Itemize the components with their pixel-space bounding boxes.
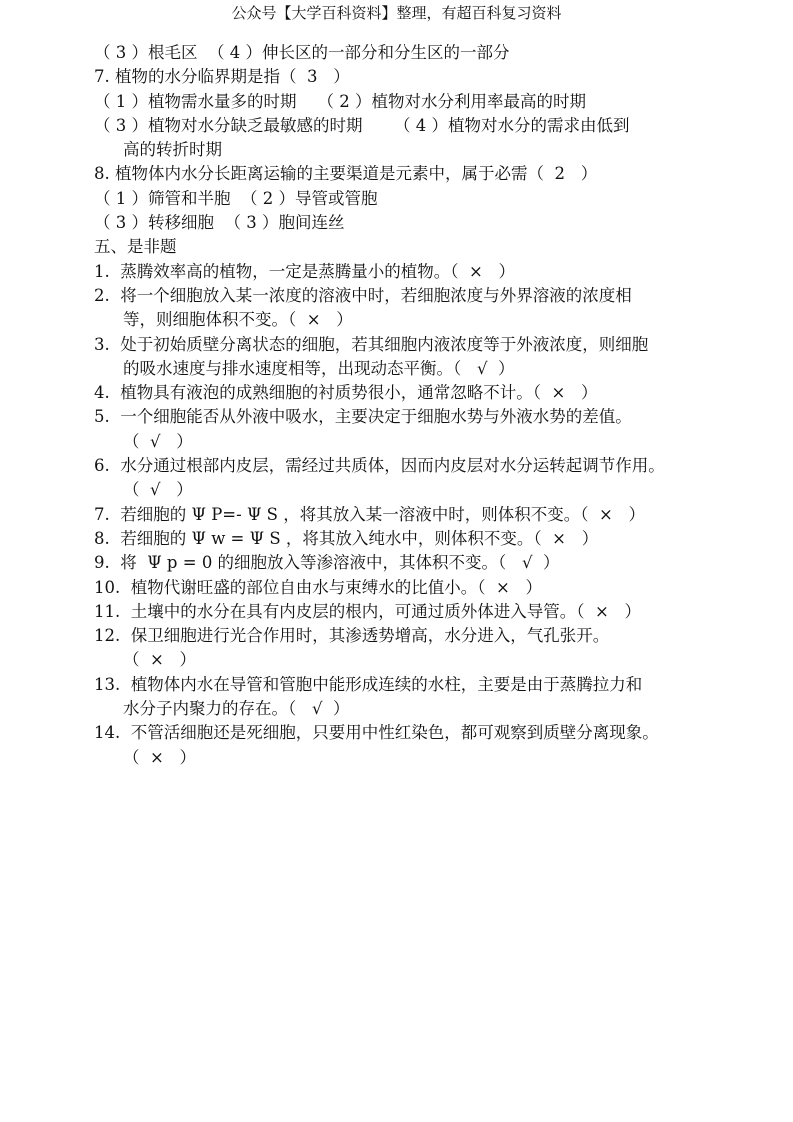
text-line: 等，则细胞体积不变。（ × ） <box>123 310 353 330</box>
text-line: 12. 保卫细胞进行光合作用时，其渗透势增高，水分进入，气孔张开。 <box>94 626 610 646</box>
text-line: （ 3 ）根毛区 （ 4 ）伸长区的一部分和分生区的一部分 <box>94 43 510 62</box>
text-line: （ 3 ）植物对水分缺乏最敏感的时期 （ 4 ）植物对水分的需求由低到 <box>94 115 630 135</box>
text-line: 3. 处于初始质壁分离状态的细胞，若其细胞内液浓度等于外液浓度，则细胞 <box>94 334 649 354</box>
text-line: 1. 蒸腾效率高的植物，一定是蒸腾量小的植物。（ × ） <box>94 261 516 281</box>
text-line: （ √ ） <box>123 480 193 500</box>
text-line: 7. 若细胞的 Ψ P=- Ψ S ，将其放入某一溶液中时，则体积不变。（ × ） <box>94 504 646 524</box>
text-line: 13. 植物体内水在导管和管胞中能形成连续的水柱，主要是由于蒸腾拉力和 <box>94 674 643 694</box>
text-line: （ × ） <box>123 650 197 670</box>
text-line: （ √ ） <box>123 431 193 451</box>
text-line: （ 3 ）转移细胞 （ 3 ）胞间连丝 <box>94 213 345 233</box>
text-line: （ 1 ）植物需水量多的时期 （ 2 ）植物对水分利用率最高的时期 <box>94 91 586 111</box>
text-line: 4. 植物具有液泡的成熟细胞的衬质势很小，通常忽略不计。（ × ） <box>94 383 598 403</box>
text-line: 的吸水速度与排水速度相等，出现动态平衡。（ √ ） <box>123 358 515 378</box>
text-line: 2. 将一个细胞放入某一浓度的溶液中时，若细胞浓度与外界溶液的浓度相 <box>94 285 632 305</box>
text-line: 6. 水分通过根部内皮层，需经过共质体，因而内皮层对水分运转起调节作用。 <box>94 456 665 476</box>
page-header: 公众号【大学百科资料】整理，有超百科复习资料 <box>231 4 562 22</box>
document-body <box>94 41 744 770</box>
text-line: 水分子内聚力的存在。（ √ ） <box>123 699 350 719</box>
text-line: （ × ） <box>123 747 197 767</box>
text-line: 8. 植物体内水分长距离运输的主要渠道是元素中，属于必需（ 2 ） <box>94 164 598 184</box>
text-line: 14. 不管活细胞还是死细胞，只要用中性红染色，都可观察到质壁分离现象。 <box>94 723 659 743</box>
text-line: 11. 土壤中的水分在具有内皮层的根内，可通过质外体进入导管。（ × ） <box>94 601 642 621</box>
text-line: 8. 若细胞的 Ψ w = Ψ S ，将其放入纯水中，则体积不变。（ × ） <box>94 528 599 548</box>
text-line: 9. 将 Ψ p = 0 的细胞放入等渗溶液中，其体积不变。（ √ ） <box>94 553 560 573</box>
text-line: 五、是非题 <box>94 237 177 257</box>
text-line: 7. 植物的水分临界期是指（ 3 ） <box>94 67 350 87</box>
text-line: 高的转折时期 <box>123 140 222 160</box>
text-line: 5. 一个细胞能否从外液中吸水，主要决定于细胞水势与外液水势的差值。 <box>94 407 632 427</box>
text-line: 10. 植物代谢旺盛的部位自由水与束缚水的比值小。（ × ） <box>94 577 543 597</box>
text-line: （ 1 ）筛管和半胞 （ 2 ）导管或管胞 <box>94 188 378 208</box>
